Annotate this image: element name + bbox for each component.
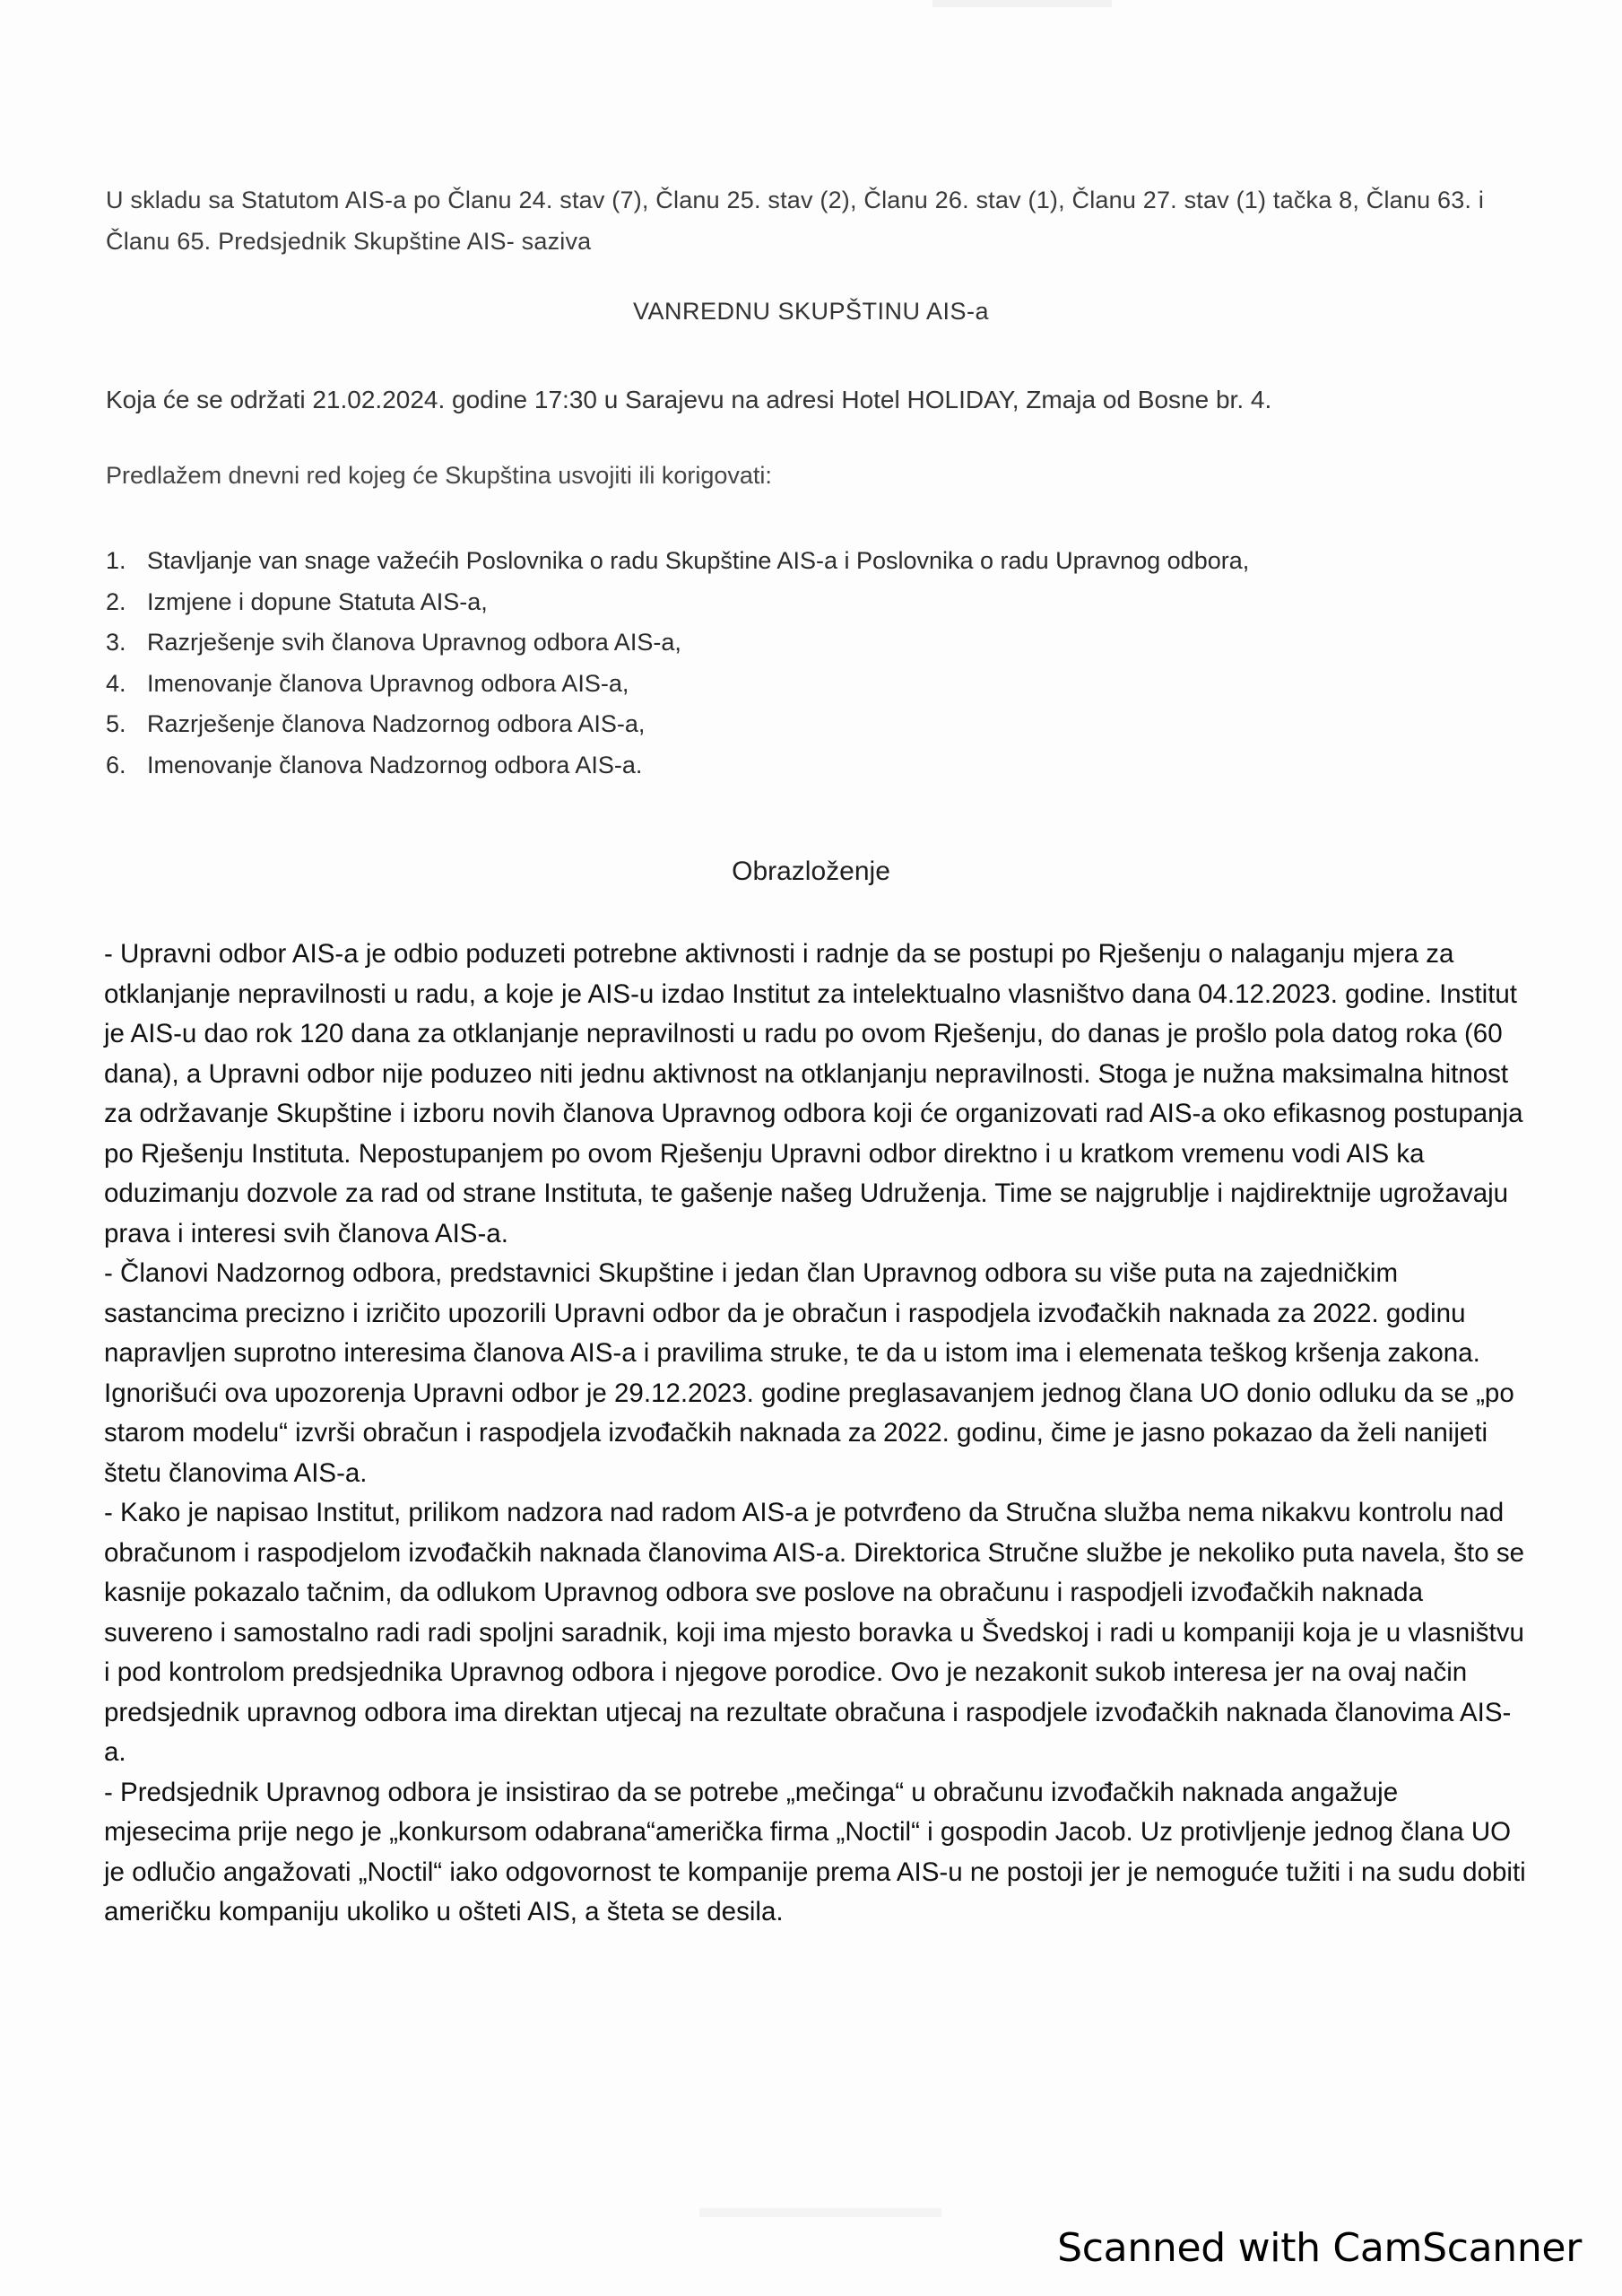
agenda-item-text: Razrješenje članova Nadzornog odbora AIS-a, <box>147 710 646 738</box>
justification-paragraph: - Upravni odbor AIS-a je odbio poduzeti potrebne aktivnosti i radnje da se postupi po Rješenju o nalaganju mjera za otklanjanje nepravilnosti u radu, a koje je AIS-u izdao Institut za intelektualno vlasništvo dana 04.12.2023. godine. Institut je AIS-u dao rok 120 dana za otklanjanje nepravilnosti u radu po ovom Rješenju, do danas je prošlo pola datog roka (60 dana), a Upravni odbor nije poduzeo niti jednu aktivnost na otklanjanju nepravilnosti. Stoga je nužna maksimalna hitnost za održavanje Skupštine i izboru novih članova Upravnog odbora koji će organizovati rad AIS-a oko efikasnog postupanja po Rješenju Instituta. Nepostupanjem po ovom Rješenju Upravni odbor direktno i u kratkom vremenu vodi AIS ka oduzimanju dozvole za rad od strane Instituta, te gašenje našeg Udruženja. Time se najgrublje i najdirektnije ugrožavaju prava i interesi svih članova AIS-a. <box>104 939 1523 1248</box>
intro-paragraph: U skladu sa Statutom AIS-a po Članu 24. stav (7), Članu 25. stav (2), Članu 26. stav (1), Članu 27. stav (1) tačka 8, Članu 63. i Članu 65. Predsjednik Skupštine AIS- saziva <box>106 187 1485 255</box>
justification-heading: Obrazloženje <box>732 857 890 886</box>
agenda-item-number: 4. <box>106 669 126 697</box>
agenda-item <box>106 541 1505 582</box>
scan-artifact <box>932 0 1112 7</box>
agenda-item-number: 3. <box>106 629 126 657</box>
agenda-intro-line: Predlažem dnevni red kojeg će Skupština usvojiti ili korigovati: <box>106 462 772 489</box>
agenda-item-number: 6. <box>106 751 126 778</box>
agenda-item <box>106 745 1505 787</box>
assembly-heading: VANREDNU SKUPŠTINU AIS-a <box>632 298 990 325</box>
agenda-item <box>106 704 1505 745</box>
agenda-item-text: Izmjene i dopune Statuta AIS-a, <box>147 587 488 615</box>
agenda-item-number: 5. <box>106 710 126 738</box>
justification-paragraph: - Kako je napisao Institut, prilikom nadzora nad radom AIS-a je potvrđeno da Stručna služba nema nikakvu kontrolu nad obračunom i raspodjelom izvođačkih naknada članovima AIS-a. Direktorica Stručne službe je nekoliko puta navela, što se kasnije pokazalo tačnim, da odlukom Upravnog odbora sve poslove na obračunu i raspodjeli izvođačkih naknada suvereno i samostalno radi radi spoljni saradnik, koji ima mjesto boravka u Švedskoj i radi u kompaniji koja je u vlasništvu i pod kontrolom predsjednika Upravnog odbora i njegove porodice. Ovo je nezakonit sukob interesa jer na ovaj način predsjednik upravnog odbora ima direktan utjecaj na rezultate obračuna i raspodjele izvođačkih naknada članovima AIS-a. <box>104 1498 1525 1767</box>
agenda-item <box>106 622 1505 664</box>
agenda-item-text: Imenovanje članova Upravnog odbora AIS-a, <box>147 669 629 697</box>
agenda-item <box>106 664 1505 705</box>
agenda-item-text: Razrješenje svih članova Upravnog odbora AIS-a, <box>147 629 681 657</box>
agenda-item-number: 2. <box>106 587 126 615</box>
scan-artifact <box>699 2208 941 2217</box>
agenda-item-text: Imenovanje članova Nadzornog odbora AIS-a. <box>147 751 643 778</box>
justification-body <box>104 935 1530 1933</box>
agenda-list <box>106 541 1505 787</box>
agenda-item-text: Stavljanje van snage važećih Poslovnika o radu Skupštine AIS-a i Poslovnika o radu Upravnog odbora, <box>147 547 1250 574</box>
justification-paragraph: - Članovi Nadzornog odbora, predstavnici Skupštine i jedan član Upravnog odbora su više puta na zajedničkim sastancima precizno i izričito upozorili Upravni odbor da je obračun i raspodjela izvođačkih naknada za 2022. godinu napravljen suprotno interesima članova AIS-a i pravilima struke, te da u istom ima i elemenata teškog kršenja zakona. Ignorišući ova upozorenja Upravni odbor je 29.12.2023. godine preglasavanjem jednog člana UO donio odluku da se „po starom modelu“ izvrši obračun i raspodjela izvođačkih naknada za 2022. godinu, čime je jasno pokazao da želi nanijeti štetu članovima AIS-a. <box>104 1258 1514 1488</box>
meeting-place-line: Koja će se održati 21.02.2024. godine 17:30 u Sarajevu na adresi Hotel HOLIDAY, Zmaja od Bosne br. 4. <box>106 386 1272 413</box>
agenda-item-number: 1. <box>106 547 126 574</box>
camscanner-watermark: Scanned with CamScanner <box>1057 2225 1582 2271</box>
agenda-item <box>106 582 1505 623</box>
justification-paragraph: - Predsjednik Upravnog odbora je insistirao da se potrebe „mečinga“ u obračunu izvođačkih naknada angažuje mjesecima prije nego je „konkursom odabrana“američka firma „Noctil“ i gospodin Jacob. Uz protivljenje jednog člana UO je odlučio angažovati „Noctil“ iako odgovornost te kompanije prema AIS-u ne postoji jer je nemoguće tužiti i na sudu dobiti američku kompaniju ukoliko u ošteti AIS, a šteta se desila. <box>104 1777 1526 1926</box>
